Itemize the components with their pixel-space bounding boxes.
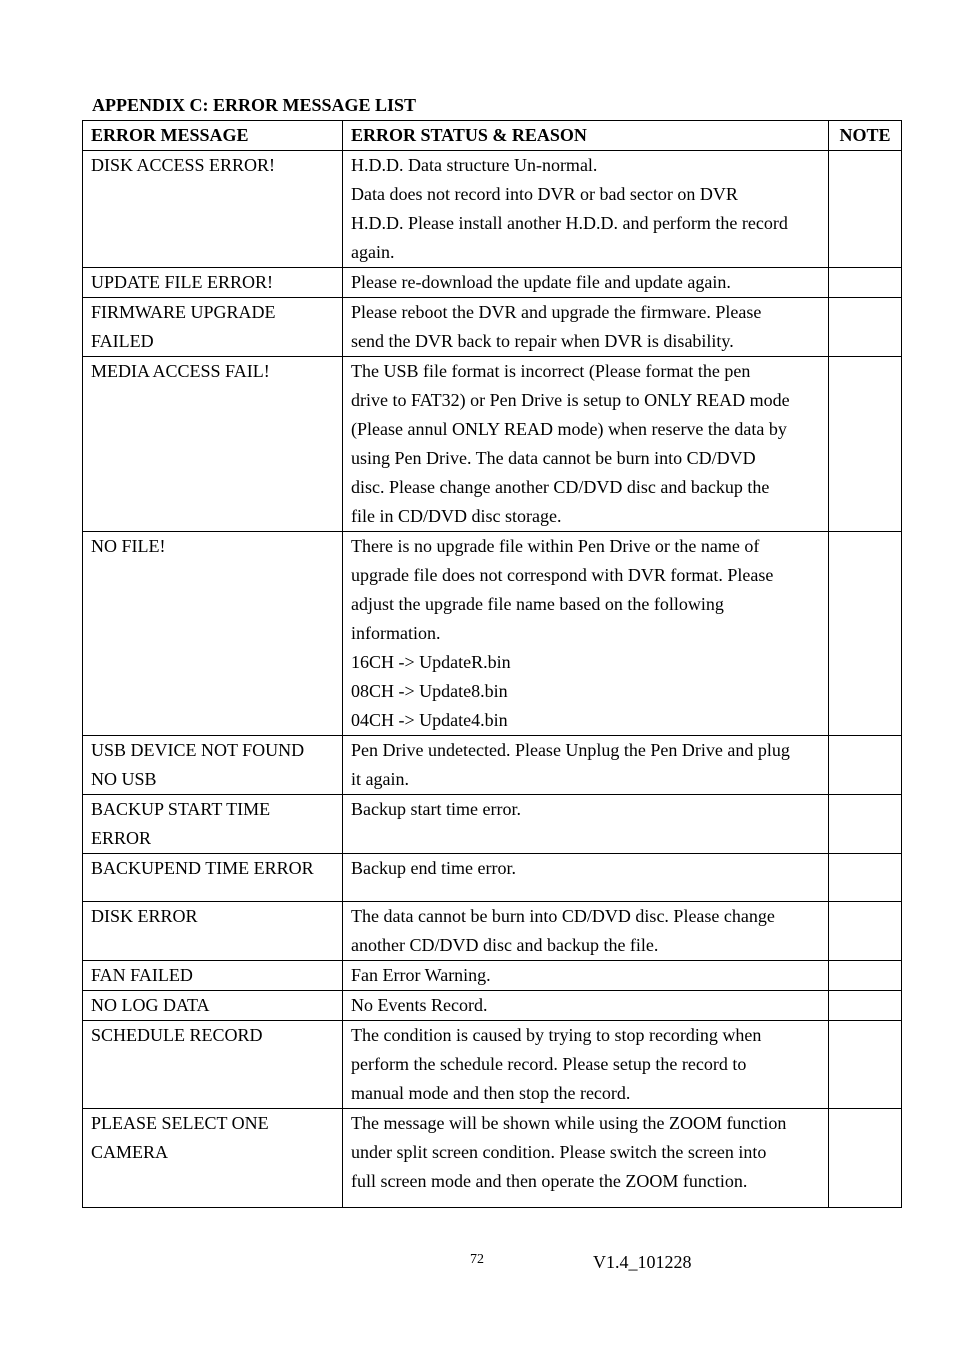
error-message-cell-line: PLEASE SELECT ONE — [91, 1113, 269, 1133]
error-reason-cell-line: Pen Drive undetected. Please Unplug the Pen Drive and plug — [351, 740, 790, 760]
error-reason-cell-line: adjust the upgrade file name based on the following — [351, 594, 724, 614]
error-reason-cell-line: full screen mode and then operate the ZOOM function. — [351, 1171, 748, 1191]
error-reason-cell-line: file in CD/DVD disc storage. — [351, 506, 562, 526]
error-message-cell — [83, 532, 343, 736]
error-reason-cell-line: Please re-download the update file and update again. — [351, 272, 731, 292]
error-message-cell-line: DISK ACCESS ERROR! — [91, 155, 276, 175]
table-row — [83, 991, 902, 1021]
note-cell — [829, 795, 902, 854]
error-reason-cell-line: perform the schedule record. Please setup the record to — [351, 1054, 747, 1074]
error-message-cell-line: ERROR — [91, 828, 152, 848]
table-row — [83, 902, 902, 961]
note-cell — [829, 268, 902, 298]
error-message-table — [82, 120, 902, 1208]
table-row — [83, 357, 902, 532]
note-cell — [829, 1109, 902, 1208]
error-reason-cell-line: 16CH -> UpdateR.bin — [351, 652, 511, 672]
error-reason-cell-line: Data does not record into DVR or bad sector on DVR — [351, 184, 738, 204]
note-cell — [829, 357, 902, 532]
error-message-cell-line: BACKUPEND TIME ERROR — [91, 858, 314, 878]
error-message-cell — [83, 854, 343, 902]
error-reason-cell — [343, 991, 829, 1021]
error-message-cell-line: FIRMWARE UPGRADE — [91, 302, 276, 322]
error-reason-cell — [343, 854, 829, 902]
document-version: V1.4_101228 — [593, 1252, 692, 1272]
error-reason-cell-line: There is no upgrade file within Pen Drive or the name of — [351, 536, 760, 556]
error-reason-cell-line: drive to FAT32) or Pen Drive is setup to ONLY READ mode — [351, 390, 790, 410]
note-cell — [829, 991, 902, 1021]
error-reason-cell-line: another CD/DVD disc and backup the file. — [351, 935, 659, 955]
error-message-cell — [83, 1109, 343, 1208]
error-message-cell-line: USB DEVICE NOT FOUND — [91, 740, 305, 760]
error-reason-cell-line: Please reboot the DVR and upgrade the firmware. Please — [351, 302, 762, 322]
error-reason-cell-line: The USB file format is incorrect (Please format the pen — [351, 361, 751, 381]
error-reason-cell-line: The message will be shown while using the ZOOM function — [351, 1113, 787, 1133]
note-cell — [829, 151, 902, 268]
error-reason-cell — [343, 1021, 829, 1109]
table-row — [83, 961, 902, 991]
error-reason-cell-line: using Pen Drive. The data cannot be burn into CD/DVD — [351, 448, 756, 468]
error-message-cell — [83, 795, 343, 854]
table-row — [83, 268, 902, 298]
error-reason-cell-line: No Events Record. — [351, 995, 488, 1015]
error-message-cell — [83, 902, 343, 961]
error-reason-cell — [343, 357, 829, 532]
note-cell — [829, 961, 902, 991]
error-reason-cell-line: H.D.D. Data structure Un-normal. — [351, 155, 598, 175]
error-reason-cell — [343, 736, 829, 795]
error-reason-cell-line: send the DVR back to repair when DVR is disability. — [351, 331, 734, 351]
error-message-cell — [83, 298, 343, 357]
error-reason-cell-line: The condition is caused by trying to stop recording when — [351, 1025, 762, 1045]
note-cell — [829, 736, 902, 795]
column-header-error-status-reason: ERROR STATUS & REASON — [343, 121, 829, 151]
error-reason-cell-line: Fan Error Warning. — [351, 965, 491, 985]
error-reason-cell — [343, 298, 829, 357]
error-reason-cell-line: disc. Please change another CD/DVD disc and backup the — [351, 477, 770, 497]
table-row — [83, 736, 902, 795]
error-message-cell — [83, 151, 343, 268]
error-message-cell-line: FAN FAILED — [91, 965, 193, 985]
error-reason-cell — [343, 532, 829, 736]
error-message-cell — [83, 1021, 343, 1109]
error-message-cell-line: SCHEDULE RECORD — [91, 1025, 263, 1045]
table-header-row — [83, 121, 902, 151]
error-message-cell — [83, 991, 343, 1021]
error-reason-cell-line: Backup start time error. — [351, 799, 521, 819]
error-message-cell-line: FAILED — [91, 331, 154, 351]
table-row — [83, 1109, 902, 1208]
error-reason-cell — [343, 151, 829, 268]
error-reason-cell — [343, 268, 829, 298]
error-message-cell — [83, 268, 343, 298]
table-row — [83, 795, 902, 854]
table-row — [83, 854, 902, 902]
note-cell — [829, 1021, 902, 1109]
error-reason-cell-line: under split screen condition. Please switch the screen into — [351, 1142, 767, 1162]
error-reason-cell-line: information. — [351, 623, 441, 643]
error-reason-cell-line: upgrade file does not correspond with DVR format. Please — [351, 565, 774, 585]
page-number: 72 — [470, 1252, 484, 1267]
note-cell — [829, 902, 902, 961]
error-message-cell-line: NO FILE! — [91, 536, 166, 556]
table-row — [83, 151, 902, 268]
error-reason-cell-line: it again. — [351, 769, 409, 789]
error-reason-cell-line: H.D.D. Please install another H.D.D. and perform the record — [351, 213, 788, 233]
error-reason-cell-line: 08CH -> Update8.bin — [351, 681, 508, 701]
error-reason-cell — [343, 961, 829, 991]
error-reason-cell — [343, 795, 829, 854]
error-message-cell — [83, 961, 343, 991]
table-row — [83, 532, 902, 736]
column-header-note: NOTE — [829, 121, 902, 151]
error-reason-cell-line: 04CH -> Update4.bin — [351, 710, 508, 730]
error-message-cell-line: MEDIA ACCESS FAIL! — [91, 361, 270, 381]
error-reason-cell-line: The data cannot be burn into CD/DVD disc. Please change — [351, 906, 775, 926]
error-message-cell-line: CAMERA — [91, 1142, 169, 1162]
table-row — [83, 298, 902, 357]
error-reason-cell — [343, 1109, 829, 1208]
note-cell — [829, 532, 902, 736]
error-message-cell-line: NO USB — [91, 769, 157, 789]
error-message-cell-line: BACKUP START TIME — [91, 799, 271, 819]
error-reason-cell-line: manual mode and then stop the record. — [351, 1083, 631, 1103]
page-title: APPENDIX C: ERROR MESSAGE LIST — [92, 95, 417, 115]
error-message-cell — [83, 357, 343, 532]
error-reason-cell-line: Backup end time error. — [351, 858, 516, 878]
column-header-error-message: ERROR MESSAGE — [83, 121, 343, 151]
error-message-cell-line: NO LOG DATA — [91, 995, 210, 1015]
error-message-cell-line: DISK ERROR — [91, 906, 198, 926]
error-reason-cell-line: again. — [351, 242, 395, 262]
error-reason-cell-line: (Please annul ONLY READ mode) when reserve the data by — [351, 419, 787, 439]
error-message-cell-line: UPDATE FILE ERROR! — [91, 272, 274, 292]
note-cell — [829, 298, 902, 357]
error-message-cell — [83, 736, 343, 795]
table-row — [83, 1021, 902, 1109]
table-body — [83, 151, 902, 1208]
note-cell — [829, 854, 902, 902]
error-reason-cell — [343, 902, 829, 961]
